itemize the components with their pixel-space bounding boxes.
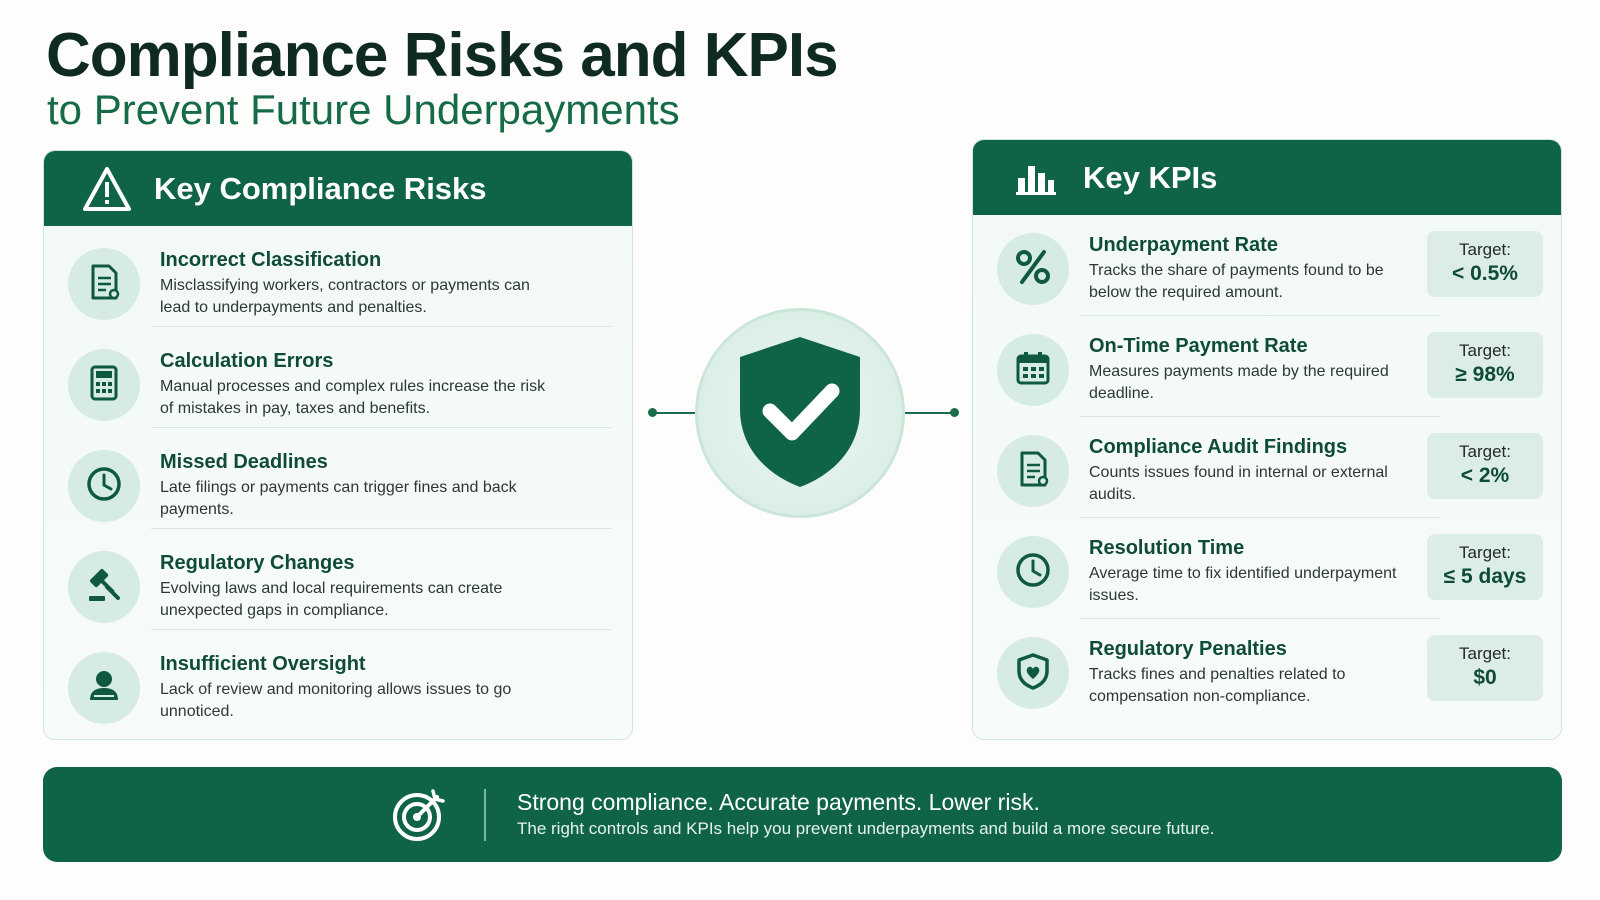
page-subtitle: to Prevent Future Underpayments (47, 86, 680, 133)
kpis-panel-header (973, 140, 1561, 215)
kpi-target (1427, 433, 1543, 499)
left-connector-dot (648, 408, 657, 417)
footer-divider (484, 789, 486, 841)
kpi-title: On-Time Payment Rate (1089, 335, 1308, 357)
calculator-icon (84, 363, 124, 408)
kpi-description: Measures payments made by the required deadline. (1089, 363, 1389, 402)
gavel-icon (84, 565, 124, 610)
kpi-target (1427, 231, 1543, 297)
kpi-title: Compliance Audit Findings (1089, 436, 1348, 458)
kpi-target-value: < 0.5% (1452, 262, 1518, 285)
risk-title: Incorrect Classification (160, 249, 382, 271)
risk-description: Evolving laws and local requirements can create unexpected gaps in compliance. (160, 580, 503, 619)
kpi-title: Regulatory Penalties (1089, 638, 1287, 660)
target-icon (391, 787, 447, 843)
kpi-item (973, 316, 1561, 417)
risk-title: Calculation Errors (160, 350, 334, 372)
risk-title: Missed Deadlines (160, 451, 328, 473)
kpi-description: Tracks fines and penalties related to compensation non-compliance. (1089, 666, 1346, 705)
footer-headline: Strong compliance. Accurate payments. Lower risk. (517, 789, 1040, 815)
kpis-panel-title: Key KPIs (1083, 159, 1218, 195)
kpi-title: Underpayment Rate (1089, 234, 1278, 256)
risk-item (44, 529, 632, 630)
risk-item (44, 428, 632, 529)
risk-title: Regulatory Changes (160, 552, 355, 574)
left-connector (653, 412, 698, 414)
kpi-target-label: Target: (1459, 240, 1511, 259)
audit-document-icon (1013, 449, 1053, 494)
kpi-target (1427, 332, 1543, 398)
kpi-target-value: ≤ 5 days (1443, 565, 1527, 588)
clock-icon (84, 464, 124, 509)
kpi-item (973, 215, 1561, 316)
shield-check-icon (730, 331, 870, 496)
risk-description: Late filings or payments can trigger fines and back payments. (160, 479, 517, 518)
kpi-item (973, 518, 1561, 619)
risk-description: Misclassifying workers, contractors or payments can lead to underpayments and penalties. (160, 277, 530, 316)
kpi-target-label: Target: (1459, 543, 1511, 562)
risk-description: Manual processes and complex rules increase the risk of mistakes in pay, taxes and benefits. (160, 378, 546, 417)
warning-triangle-icon (80, 162, 134, 216)
center-badge (695, 308, 905, 518)
risk-title: Insufficient Oversight (160, 653, 366, 675)
bar-chart-icon (1009, 151, 1063, 205)
right-connector-dot (950, 408, 959, 417)
kpi-target (1427, 534, 1543, 600)
right-connector (905, 412, 955, 414)
kpi-target-label: Target: (1459, 644, 1511, 663)
kpi-target (1427, 635, 1543, 701)
footer-banner (43, 767, 1562, 862)
kpi-item (973, 417, 1561, 518)
kpi-target-value: $0 (1473, 666, 1497, 689)
risk-item (44, 226, 632, 327)
document-icon (84, 262, 124, 307)
risk-description: Lack of review and monitoring allows issues to go unnoticed. (160, 681, 512, 720)
kpi-description: Tracks the share of payments found to be below the required amount. (1089, 262, 1384, 301)
person-icon (84, 666, 124, 711)
risks-panel (43, 150, 633, 740)
calendar-icon (1013, 348, 1053, 393)
kpi-item (973, 619, 1561, 720)
page-title: Compliance Risks and KPIs (46, 21, 838, 90)
kpi-target-label: Target: (1459, 341, 1511, 360)
kpi-title: Resolution Time (1089, 537, 1245, 559)
kpi-target-label: Target: (1459, 442, 1511, 461)
kpis-panel (972, 139, 1562, 740)
risks-panel-header (44, 151, 632, 226)
shield-heart-icon (1013, 651, 1053, 696)
kpi-description: Average time to fix identified underpayment issues. (1089, 565, 1397, 604)
risk-item (44, 327, 632, 428)
footer-text: The right controls and KPIs help you prevent underpayments and build a more secure future. (517, 819, 1215, 838)
kpi-description: Counts issues found in internal or external audits. (1089, 464, 1388, 503)
kpi-target-value: < 2% (1460, 464, 1510, 487)
risks-panel-title: Key Compliance Risks (154, 170, 487, 206)
clock-icon (1013, 550, 1053, 595)
kpi-target-value: ≥ 98% (1455, 363, 1515, 386)
percent-icon (1012, 246, 1054, 293)
risk-item (44, 630, 632, 731)
